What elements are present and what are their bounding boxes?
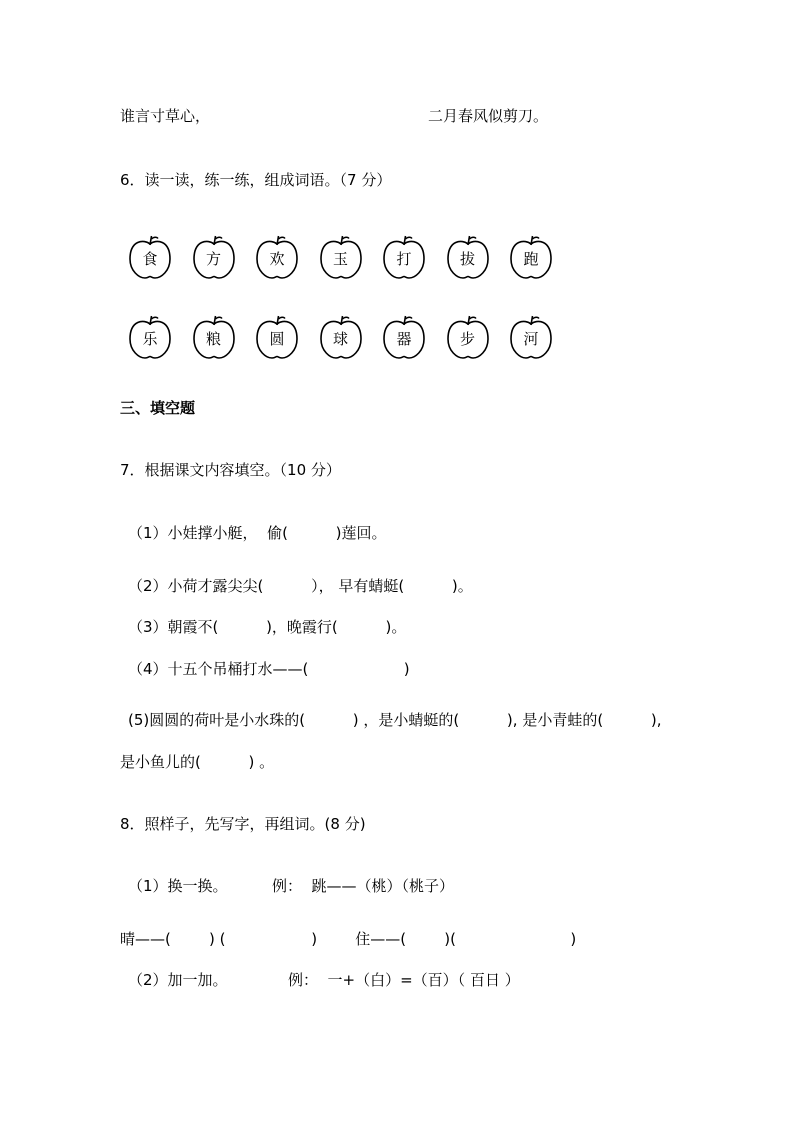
- apple-character-label: 河: [523, 330, 539, 348]
- question-7-item-4: （4）十五个吊桶打水——( ): [128, 660, 410, 678]
- apple-character-label: 跑: [523, 250, 539, 268]
- question-7-item-5: (5)圆圆的荷叶是小水珠的( ) ，是小蜻蜓的( ), 是小青蛙的( ),: [128, 711, 662, 729]
- apple-character-label: 打: [396, 250, 412, 268]
- apple-character-2-7: [508, 313, 554, 361]
- apple-character-label: 器: [396, 330, 412, 348]
- question-8-part-2-label: （2）加一加。: [128, 971, 228, 989]
- apple-character-1-1: [127, 233, 173, 281]
- apple-character-1-6: [445, 233, 491, 281]
- question-7-item-3: （3）朝霞不( )，晚霞行( )。: [128, 618, 407, 636]
- question-8-part-2-example: 例： 一+（白）=（百）（ 百日 ）: [288, 971, 520, 989]
- apple-character-label: 乐: [142, 330, 158, 348]
- apple-character-label: 食: [142, 250, 158, 268]
- question-8-part-1-line: 晴——( ) ( ) 住——( )( ): [120, 930, 577, 948]
- apple-character-2-3: [254, 313, 300, 361]
- question-6-title: 6．读一读，练一练，组成词语。（7 分）: [120, 171, 392, 189]
- apple-character-1-4: [318, 233, 364, 281]
- apple-character-1-3: [254, 233, 300, 281]
- apple-character-2-5: [381, 313, 427, 361]
- apple-character-2-4: [318, 313, 364, 361]
- apple-character-2-1: [127, 313, 173, 361]
- apple-character-1-2: [191, 233, 237, 281]
- apple-character-label: 步: [459, 330, 475, 348]
- apple-character-2-2: [191, 313, 237, 361]
- question-7-item-1: （1）小娃撑小艇， 偷( )莲回。: [128, 524, 387, 542]
- apple-character-label: 方: [205, 250, 221, 268]
- apple-character-label: 拔: [459, 250, 475, 268]
- apple-character-2-6: [445, 313, 491, 361]
- question-7-item-2: （2）小荷才露尖尖( ）， 早有蜻蜓( )。: [128, 577, 473, 595]
- apple-character-1-7: [508, 233, 554, 281]
- question-8-part-1-label: （1）换一换。: [128, 877, 228, 895]
- apple-character-label: 球: [332, 330, 348, 348]
- poem-line-left: 谁言寸草心，: [120, 107, 211, 125]
- apple-character-label: 圆: [269, 330, 285, 348]
- question-7-title: 7．根据课文内容填空。（10 分）: [120, 461, 341, 479]
- apple-character-label: 粮: [205, 330, 221, 348]
- question-7-item-5-cont: 是小鱼儿的( ) 。: [120, 753, 275, 771]
- apple-character-label: 欢: [269, 250, 285, 268]
- question-8-part-1-example: 例： 跳——（桃）（桃子）: [272, 877, 455, 895]
- apple-character-1-5: [381, 233, 427, 281]
- poem-line-right: 二月春风似剪刀。: [428, 107, 549, 125]
- question-8-title: 8．照样子，先写字，再组词。(8 分): [120, 815, 366, 833]
- apple-character-label: 玉: [332, 250, 348, 268]
- section-3-heading: 三、填空题: [120, 399, 196, 417]
